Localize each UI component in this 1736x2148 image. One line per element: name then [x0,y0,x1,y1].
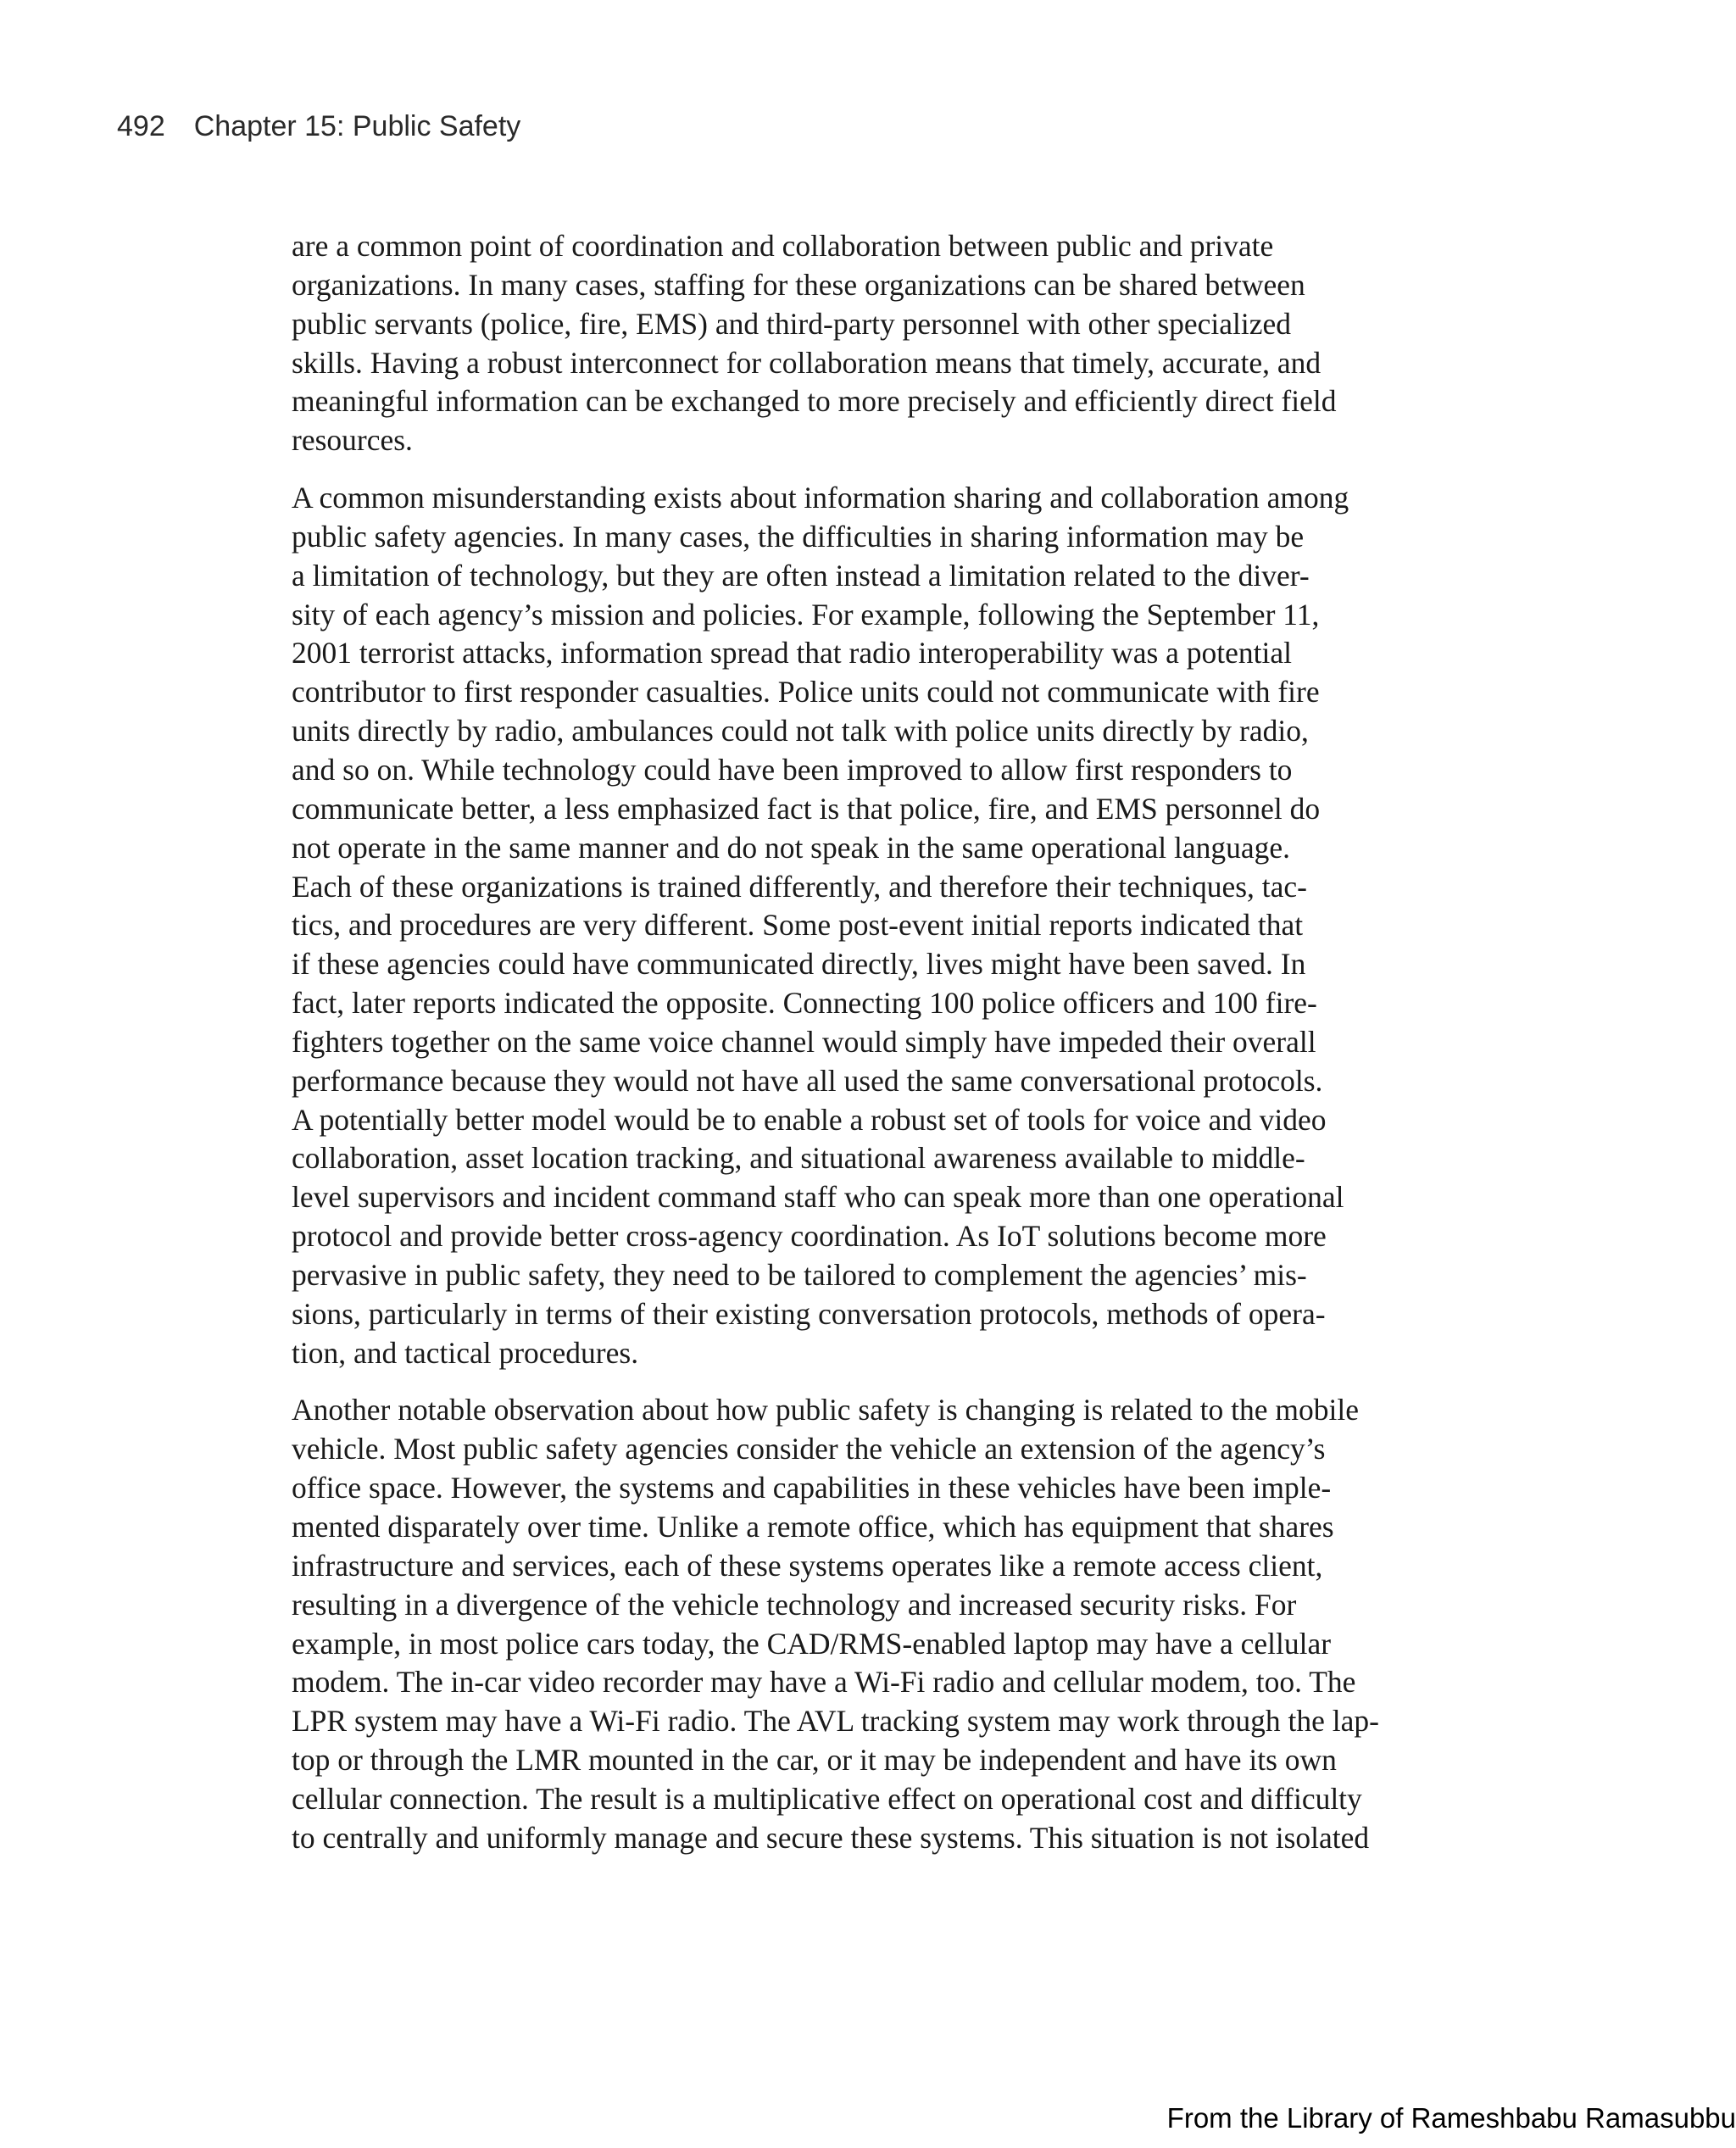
text-line: skills. Having a robust interconnect for collaboration means that timely, accurate, and [292,345,1321,380]
page-number: 492 [117,110,165,142]
text-line: performance because they would not have all used the same conversational protocols. [292,1063,1323,1098]
text-line: sity of each agency’s mission and policies. For example, following the September 11, [292,597,1320,632]
text-line: infrastructure and services, each of these systems operates like a remote access client, [292,1548,1323,1583]
text-line: vehicle. Most public safety agencies consider the vehicle an extension of the agency’s [292,1432,1326,1466]
text-line: cellular connection. The result is a multiplicative effect on operational cost and difficulty [292,1781,1362,1816]
text-line: to centrally and uniformly manage and secure these systems. This situation is not isolated [292,1820,1370,1855]
text-line: collaboration, asset location tracking, and situational awareness available to middle- [292,1141,1305,1176]
text-line: example, in most police cars today, the CAD/RMS-enabled laptop may have a cellular [292,1626,1332,1661]
text-line: a limitation of technology, but they are often instead a limitation related to the diver- [292,558,1310,593]
text-line: communicate better, a less emphasized fact is that police, fire, and EMS personnel do [292,791,1321,826]
text-line: mented disparately over time. Unlike a remote office, which has equipment that shares [292,1510,1334,1544]
text-line: Another notable observation about how public safety is changing is related to the mobile [292,1393,1359,1427]
text-line: fighters together on the same voice channel would simply have impeded their overall [292,1024,1316,1059]
text-line: contributor to first responder casualties. Police units could not communicate with fire [292,675,1320,710]
text-line: resulting in a divergence of the vehicle technology and increased security risks. For [292,1587,1297,1622]
text-line: are a common point of coordination and collaboration between public and private [292,229,1274,263]
text-line: organizations. In many cases, staffing for these organizations can be shared between [292,267,1305,302]
text-line: if these agencies could have communicated directly, lives might have been saved. In [292,947,1306,982]
text-line: public servants (police, fire, EMS) and third-party personnel with other specialized [292,306,1292,341]
text-line: top or through the LMR mounted in the car, or it may be independent and have its own [292,1743,1337,1778]
text-line: fact, later reports indicated the opposite. Connecting 100 police officers and 100 fire- [292,986,1317,1021]
text-line: units directly by radio, ambulances could not talk with police units directly by radio, [292,714,1309,748]
text-line: Each of these organizations is trained differently, and therefore their techniques, tac- [292,869,1307,904]
text-line: resources. [292,423,413,458]
text-line: tion, and tactical procedures. [292,1335,639,1370]
text-line: A potentially better model would be to enable a robust set of tools for voice and video [292,1102,1327,1137]
text-line: LPR system may have a Wi-Fi radio. The AVL tracking system may work through the lap- [292,1704,1379,1739]
text-line: public safety agencies. In many cases, the difficulties in sharing information may be [292,519,1305,554]
text-line: protocol and provide better cross-agency coordination. As IoT solutions become more [292,1219,1327,1254]
text-line: tics, and procedures are very different. Some post-event initial reports indicated that [292,908,1304,943]
text-line: modem. The in-car video recorder may have a Wi-Fi radio and cellular modem, too. The [292,1665,1356,1700]
library-attribution: From the Library of Rameshbabu Ramasubbu [1166,2102,1736,2134]
text-line: office space. However, the systems and capabilities in these vehicles have been imple- [292,1471,1332,1505]
text-line: level supervisors and incident command staff who can speak more than one operational [292,1180,1344,1215]
text-line: 2001 terrorist attacks, information spread that radio interoperability was a potential [292,636,1293,671]
paragraph-1 [292,227,1427,460]
text-line: and so on. While technology could have been improved to allow first responders to [292,752,1293,787]
text-line: meaningful information can be exchanged to more precisely and efficiently direct field [292,384,1337,419]
text-line: A common misunderstanding exists about information sharing and collaboration among [292,481,1349,515]
text-line: pervasive in public safety, they need to be tailored to complement the agencies’ mis- [292,1257,1307,1292]
text-line: not operate in the same manner and do not speak in the same operational language. [292,830,1291,865]
paragraph-2 [292,479,1427,1372]
body-text [292,227,1427,1877]
paragraph-3 [292,1391,1427,1857]
text-line: sions, particularly in terms of their existing conversation protocols, methods of opera- [292,1296,1326,1331]
running-header [117,110,520,143]
chapter-title: Chapter 15: Public Safety [193,110,521,142]
